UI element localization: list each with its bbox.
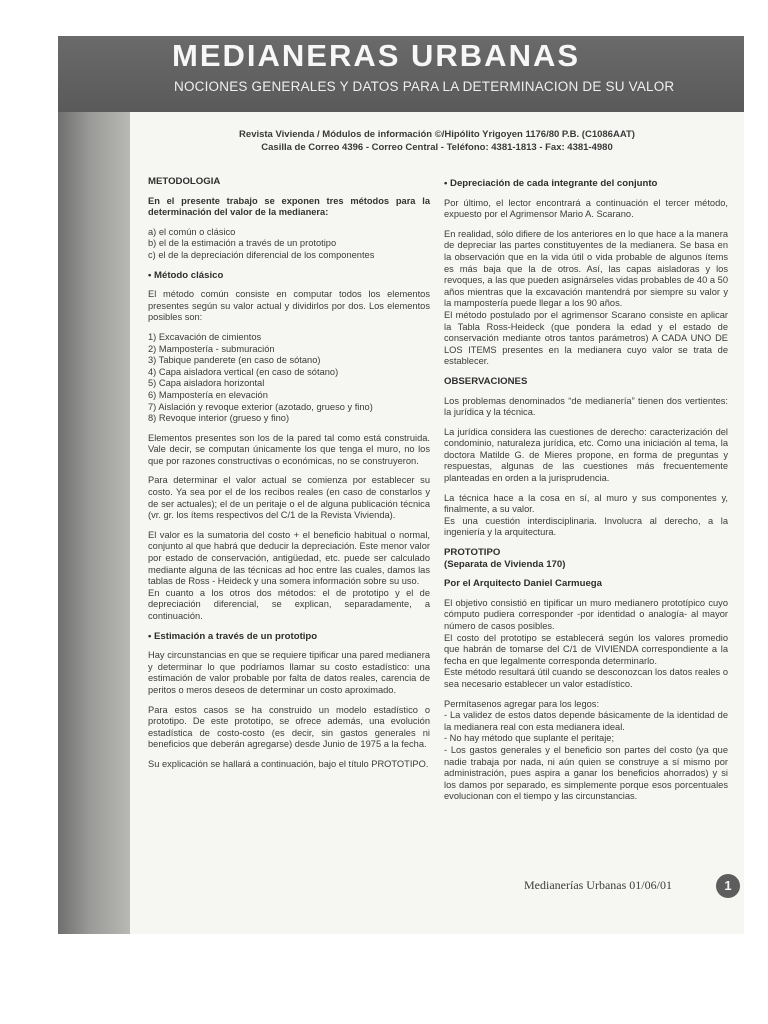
footer-caption: Medianerías Urbanas 01/06/01 — [524, 878, 672, 892]
paragraph-realidad: En realidad, sólo difiere de los anteriores en lo que hace a la manera de depreciar las partes constituyentes de la medianera. Se basa en la observación que en la vida útil o vida probable de algunos ítems es más baja que la de otros. Así, las capas aisladoras y los revoques, a las que pueden asignárseles vidas probables de 40 a 50 años mientras que la excavación mantendrá por siempre su valor y la mampostería puede llegar a los 90 años. — [444, 228, 728, 309]
heading-metodo-clasico: • Método clásico — [148, 269, 224, 281]
publication-line-1: Revista Vivienda / Módulos de información ©/Hipólito Yrigoyen 1176/80 P.B. (C1086AAT) — [239, 129, 635, 140]
left-margin-strip — [58, 36, 130, 934]
paragraph-determinar-valor: Para determinar el valor actual se comienza por establecer su costo. Ya sea por el de los recibos reales (en caso de constarlos y de ser actuales); el de un peritaje o el de alguna publicación técnica (vr. gr. los ítems respectivos del C/1 de la Revista Vivienda). — [148, 475, 430, 521]
list-item: 6) Mampostería en elevación — [148, 389, 268, 400]
heading-depreciacion: • Depreciación de cada integrante del conjunto — [444, 178, 658, 189]
paragraph-metodo-scarano: El método postulado por el agrimensor Scarano consiste en aplicar la Tabla Ross-Heideck (que pondera la edad y el estado de conservación mediante otros tantos parámetros) A CADA UNO DE LOS ITEMS presentes en la medianera cuyo valor se trata de establecer. — [444, 309, 728, 367]
document-title: MEDIANERAS URBANAS — [172, 38, 581, 73]
heading-estimacion-prototipo: • Estimación a través de un prototipo — [148, 630, 318, 642]
paragraph-elementos-presentes: Elementos presentes son los de la pared tal como está construida. Vale decir, se computan únicamente los que tenga el muro, no los que por razones constructivas o económicas, no se construyeron. — [148, 432, 430, 466]
paragraph-problemas: Los problemas denominados “de medianería” tienen dos vertientes: la jurídica y la técnica. — [444, 395, 728, 418]
paragraph-circunstancias: Hay circunstancias en que se requiere tipificar una pared medianera y determinar lo que podríamos llamar su costo estadístico: una estimación de valor probable por falta de datos reales, carencia de peritos o meros deseos de determinar un costo aproximado. — [148, 650, 430, 695]
elements-list — [148, 332, 430, 425]
paragraph-juridica: La jurídica considera las cuestiones de derecho: caracterización del condominio, naturaleza jurídica, etc. Como una iniciación al tema, la doctora Matilde G. de Mieres propone, en forma de preguntas y respuestas, algunas de las cuestiones más frecuentemente planteadas en orden a la jurisprudencia. — [444, 426, 728, 484]
paragraph-clasico: El método común consiste en computar todos los elementos presentes según su valor actual y dividirlos por dos. Los elementos posibles son: — [148, 289, 430, 323]
paragraph-sumatoria: El valor es la sumatoria del costo + el beneficio habitual o normal, conjunto al que habrá que deducir la depreciación. Este menor valor por estado de conservación, antigüedad, etc. puede ser calculado mediante alguna de las técnicas ad hoc entre las cuales, damos las tablas de Ross - Heideck y una somera información sobre su uso. — [148, 529, 430, 587]
document-subtitle: NOCIONES GENERALES Y DATOS PARA LA DETERMINACION DE SU VALOR — [174, 79, 675, 94]
list-item: b) el de la estimación a través de un prototipo — [148, 238, 337, 249]
publication-info — [148, 128, 726, 154]
paragraph-objetivo: El objetivo consistió en tipificar un muro medianero prototípico cuyo cómputo pudiera corresponder -por identidad o analogía- al mayor número de casos posibles. — [444, 597, 728, 631]
paragraph-modelo-estadistico: Para estos casos se ha construido un modelo estadístico o prototipo. De este prototipo, se ofrece además, una evolución estadística de costo-costo (es decir, sin gastos generales ni beneficios que deberán agregarse) desde Junio de 1975 a la fecha. — [148, 704, 430, 750]
heading-observaciones: OBSERVACIONES — [444, 375, 528, 387]
notes-list — [444, 710, 728, 803]
paragraph-intro: En el presente trabajo se exponen tres métodos para la determinación del valor de la medianera: — [148, 195, 430, 218]
heading-prototipo: PROTOTIPO — [444, 547, 501, 559]
list-item: - Los gastos generales y el beneficio son partes del costo (ya que nadie trabaja por nada, ni aún quien se construye a sí mismo por administración, pues aspira a ganar los beneficios ahorrados) y si los damos por separado, es simplemente porque esos porcentuales evolucionan con el tiempo y las circunstancias. — [444, 744, 728, 802]
list-item: 2) Mampostería - submuración — [148, 343, 275, 354]
heading-separata: (Separata de Vivienda 170) — [444, 558, 566, 570]
right-column — [444, 176, 728, 811]
list-item: - La validez de estos datos depende básicamente de la identidad de la medianera real con esta medianera ideal. — [444, 710, 728, 732]
left-column — [148, 176, 430, 779]
paragraph-interdisciplinaria: Es una cuestión interdisciplinaria. Involucra al derecho, a la ingeniería y la arquitectura. — [444, 515, 728, 538]
list-item: 7) Aislación y revoque exterior (azotado, grueso y fino) — [148, 401, 373, 412]
heading-metodologia: METODOLOGIA — [148, 176, 221, 187]
paragraph-otros-metodos: En cuanto a los otros dos métodos: el de prototipo y el de depreciación diferencial, se explican, separadamente, a continuación. — [148, 587, 430, 621]
heading-arquitecto: Por el Arquitecto Daniel Carmuega — [444, 578, 602, 590]
methods-list — [148, 227, 430, 262]
list-item: 5) Capa aisladora horizontal — [148, 378, 265, 389]
paragraph-explicacion: Su explicación se hallará a continuación, bajo el título PROTOTIPO. — [148, 758, 429, 769]
paragraph-permitasenos: Permítasenos agregar para los legos: — [444, 698, 600, 709]
list-item: a) el común o clásico — [148, 226, 236, 237]
list-item: 8) Revoque interior (grueso y fino) — [148, 413, 290, 424]
paragraph-metodo-util: Este método resultará útil cuando se desconozcan los datos reales o sea necesario establecer un valor estadístico. — [444, 667, 728, 689]
list-item: - No hay método que suplante el peritaje; — [444, 733, 615, 744]
list-item: 1) Excavación de cimientos — [148, 331, 262, 342]
list-item: 4) Capa aisladora vertical (en caso de sótano) — [148, 366, 339, 377]
paragraph-costo-prototipo: El costo del prototipo se establecerá según los valores promedio que habrán de tomarse del C/1 de VIVIENDA correspondiente a la fecha en que legalmente corresponda determinarlo. — [444, 632, 728, 666]
list-item: c) el de la depreciación diferencial de los componentes — [148, 249, 375, 260]
paragraph-ultimo: Por último, el lector encontrará a continuación el tercer método, expuesto por el Agrimensor Mario A. Scarano. — [444, 197, 728, 220]
paragraph-tecnica: La técnica hace a la cosa en sí, al muro y sus componentes y, finalmente, a su valor. — [444, 492, 728, 515]
publication-line-2: Casilla de Correo 4396 - Correo Central - Teléfono: 4381-1813 - Fax: 4381-4980 — [261, 142, 613, 153]
page-number-badge: 1 — [716, 874, 740, 898]
list-item: 3) Tabique panderete (en caso de sótano) — [148, 355, 321, 366]
